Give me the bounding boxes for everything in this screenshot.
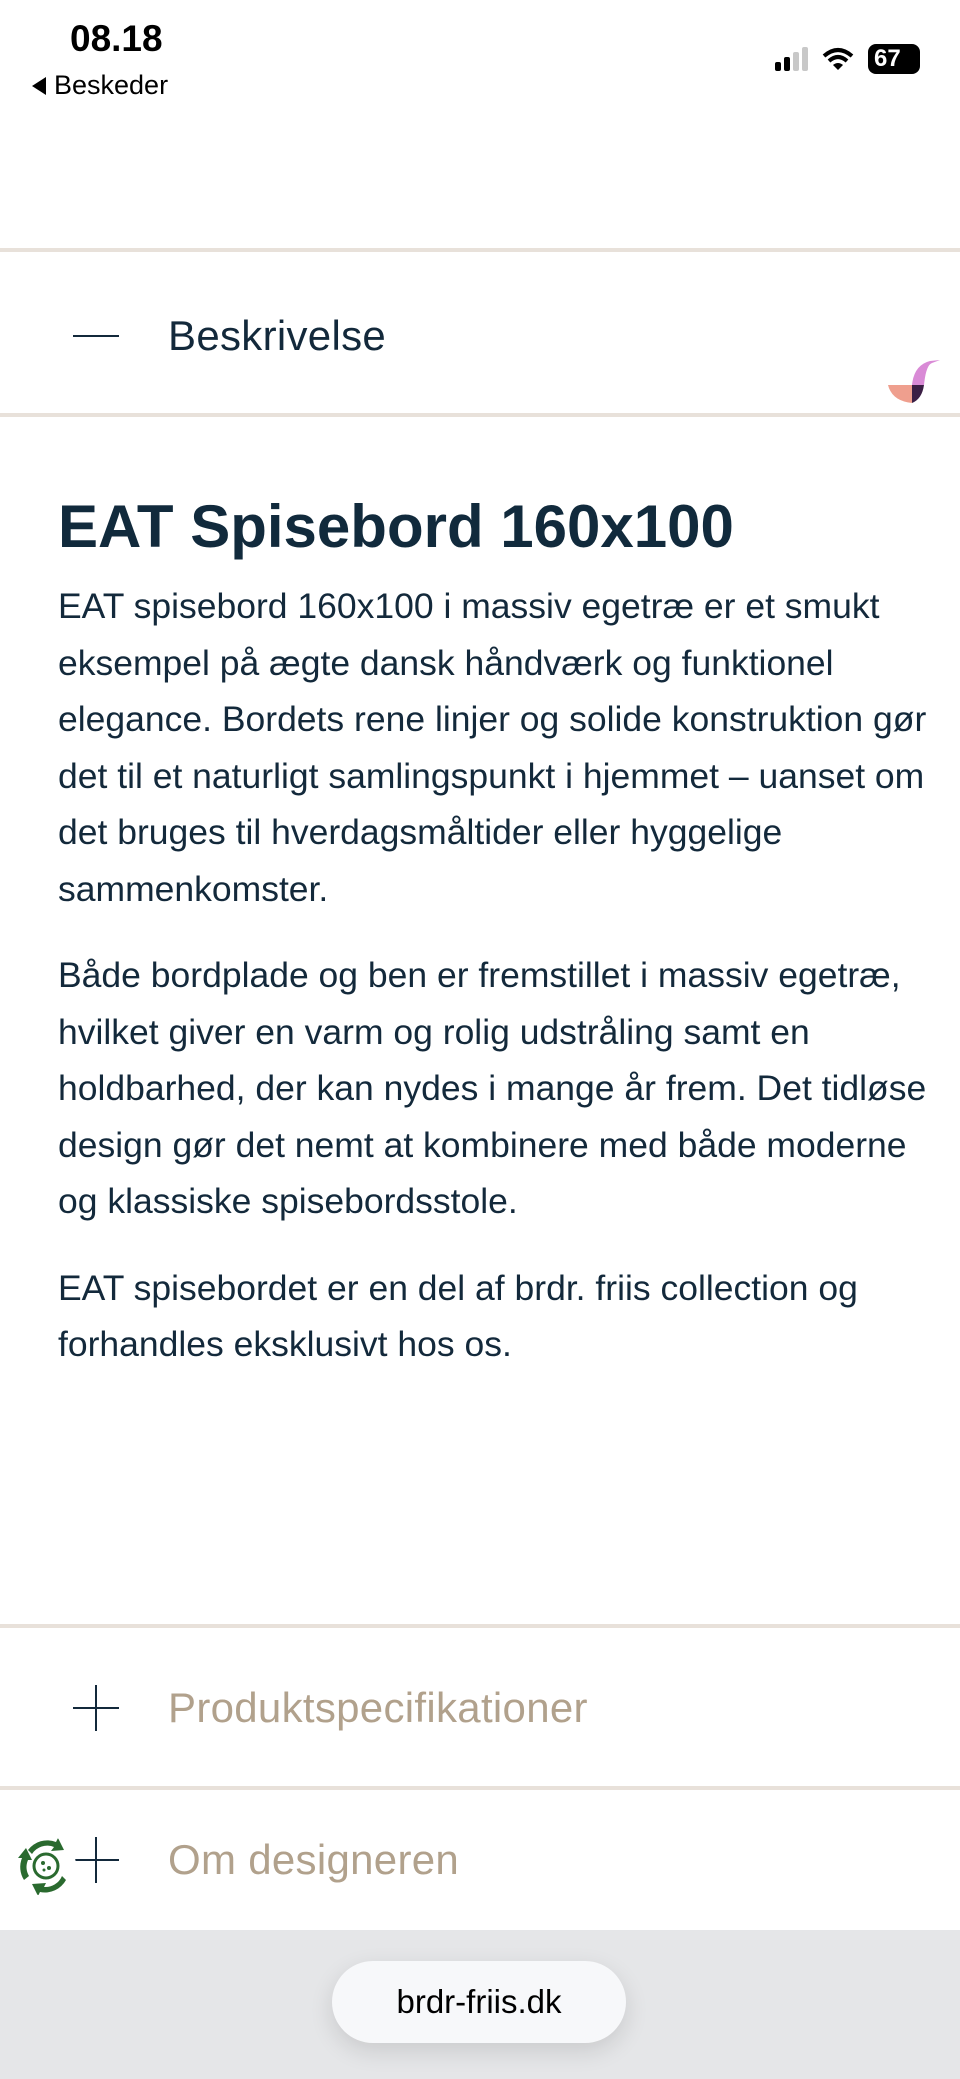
wifi-icon [822, 47, 854, 71]
battery-indicator: 67 [868, 44, 920, 74]
product-title: EAT Spisebord 160x100 [58, 493, 734, 560]
signal-icon [775, 47, 808, 71]
status-time: 08.18 [70, 18, 163, 59]
accordion-designer[interactable] [0, 1790, 960, 1930]
accordion-description-label: Beskrivelse [168, 312, 387, 359]
back-to-messages[interactable] [32, 70, 168, 101]
description-paragraph: EAT spisebord 160x100 i massiv egetræ er et smukt eksempel på ægte dansk håndværk og funktionel elegance. Bordets rene linjer og solide konstruktion gør det til et naturligt samlingspunkt i hjemmet – uanset om det bruges til hverdagsmåltider eller hyggelige sammenkomster. [58, 586, 927, 909]
minus-icon [73, 313, 119, 359]
description-paragraph: EAT spisebordet er en del af brdr. friis collection og forhandles eksklusivt hos os. [58, 1267, 858, 1364]
description-paragraph: Både bordplade og ben er fremstillet i massiv egetræ, hvilket giver en varm og rolig udstråling samt en holdbarhed, der kan nydes i mange år frem. Det tidløse design gør det nemt at kombinere med både moderne og klassiske spisebordsstole. [58, 955, 927, 1221]
divider [0, 413, 960, 417]
back-label: Beskeder [54, 70, 169, 100]
recycle-badge-icon[interactable] [16, 1836, 76, 1896]
accordion-specs-label: Produktspecifikationer [168, 1684, 588, 1731]
back-arrow-icon [32, 77, 46, 95]
divider [0, 248, 960, 252]
accordion-designer-label: Om designeren [168, 1836, 460, 1883]
accordion-specs[interactable] [0, 1628, 960, 1788]
product-description [58, 578, 938, 1403]
brand-bird-logo [882, 355, 942, 415]
accordion-description[interactable] [0, 256, 960, 416]
plus-icon [73, 1685, 119, 1731]
status-icons [775, 44, 920, 74]
address-bar[interactable]: brdr-friis.dk [332, 1961, 626, 2043]
plus-icon [73, 1837, 119, 1883]
